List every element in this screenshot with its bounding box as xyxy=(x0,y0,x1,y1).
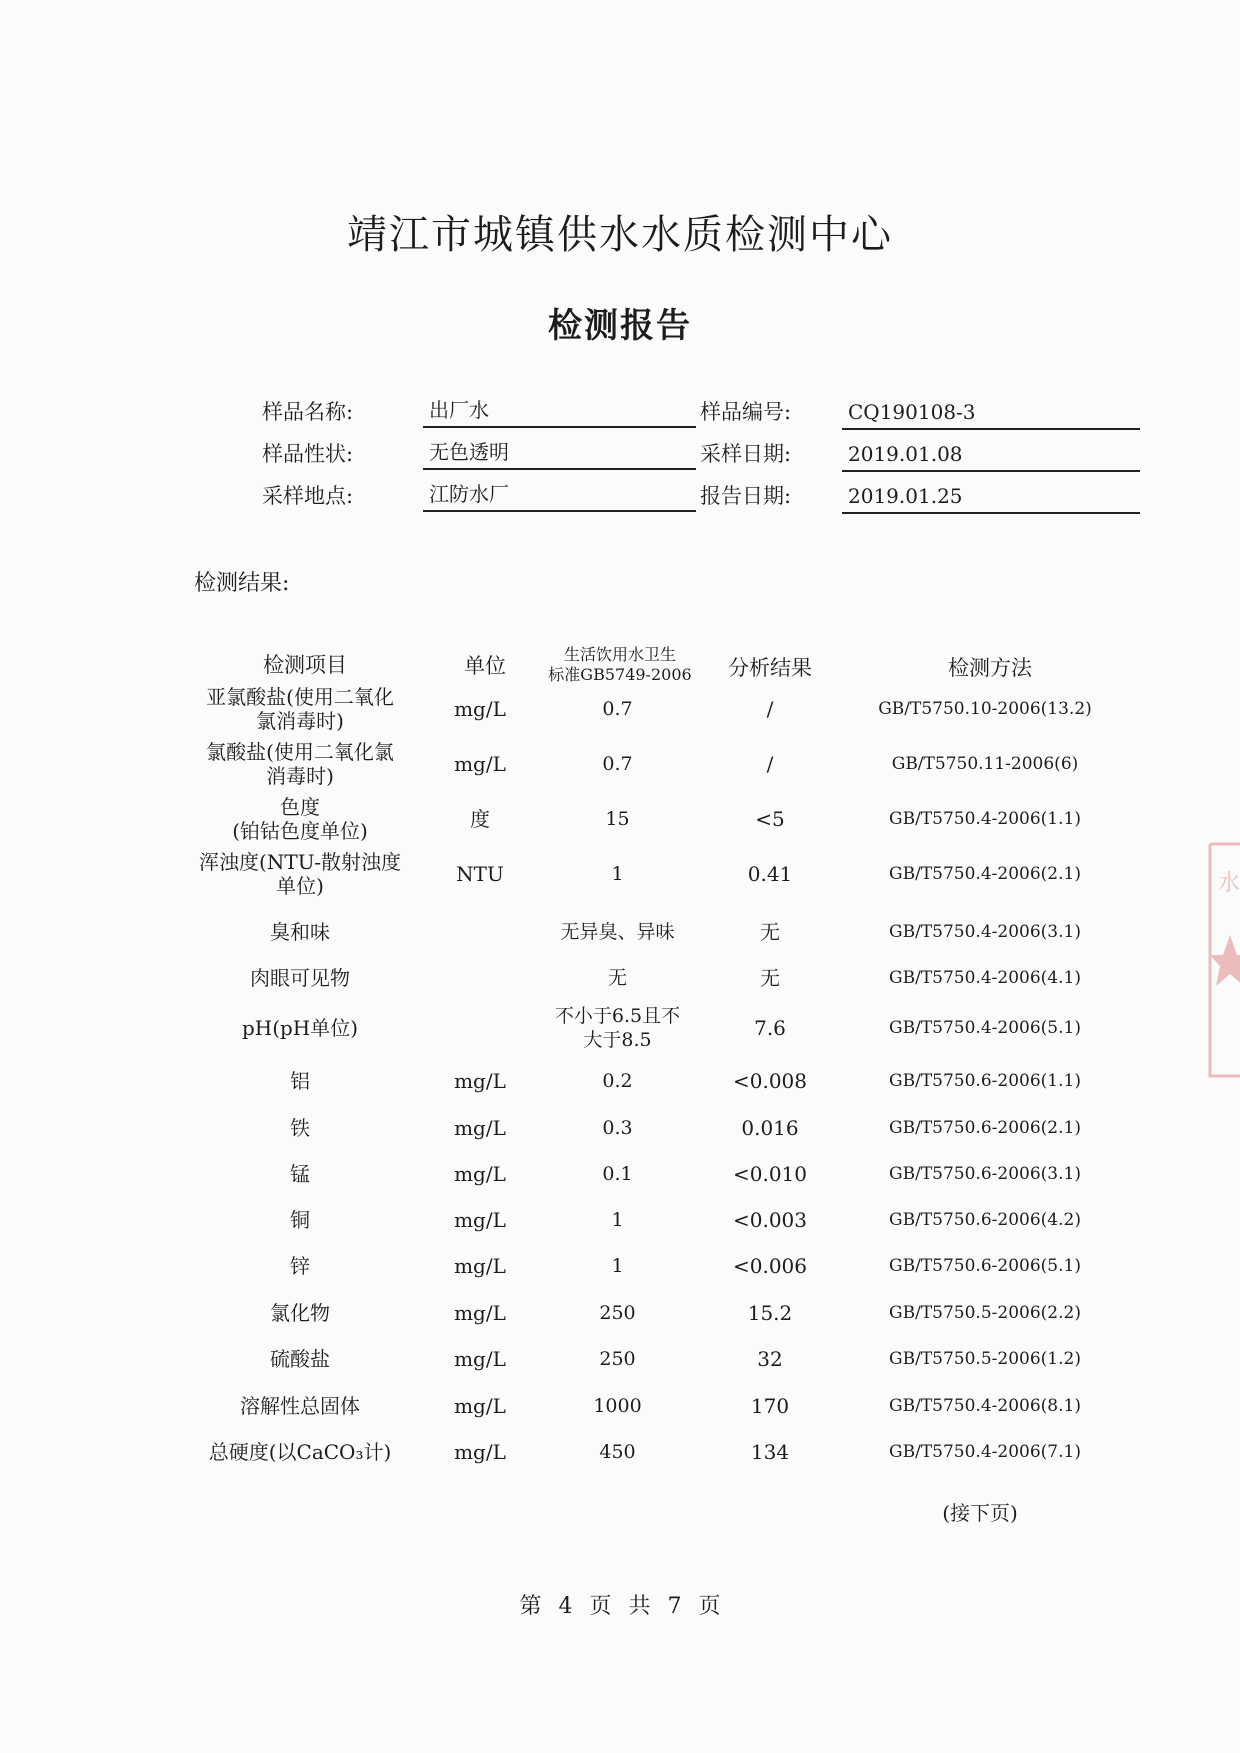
column-header-unit: 单位 xyxy=(464,654,506,678)
unit-cell: mg/L xyxy=(454,1069,506,1093)
method-cell: GB/T5750.4-2006(2.1) xyxy=(889,864,1081,884)
standard-cell xyxy=(530,1301,705,1325)
continued-note: (接下页) xyxy=(942,1501,1018,1525)
standard-cell xyxy=(530,1440,705,1464)
sample-name-value: 出厂水 xyxy=(423,396,696,428)
standard-line1: 0.7 xyxy=(602,753,633,775)
sample-name-label: 样品名称: xyxy=(262,400,354,424)
standard-cell xyxy=(530,1254,705,1278)
standard-cell xyxy=(530,1162,705,1186)
standard-cell xyxy=(530,697,705,721)
standard-cell xyxy=(530,1116,705,1140)
item-cell xyxy=(190,1347,410,1371)
item-name-line1: 浑浊度(NTU-散射浊度 xyxy=(199,850,401,874)
standard-line1: 250 xyxy=(599,1348,636,1370)
seal-stamp xyxy=(1190,840,1240,1080)
sampling-location-label: 采样地点: xyxy=(262,484,354,508)
result-cell: 134 xyxy=(750,1440,790,1464)
result-cell: 无 xyxy=(760,920,780,944)
item-name-line2: 氯消毒时) xyxy=(256,709,344,733)
result-cell: <0.010 xyxy=(732,1162,807,1186)
result-cell: 0.41 xyxy=(747,862,793,886)
method-cell: GB/T5750.4-2006(4.1) xyxy=(889,968,1081,988)
unit-cell: 度 xyxy=(470,807,490,831)
sample-property-label: 样品性状: xyxy=(262,442,354,466)
item-name-line1: 肉眼可见物 xyxy=(250,966,350,990)
method-cell: GB/T5750.4-2006(8.1) xyxy=(889,1396,1081,1416)
method-cell: GB/T5750.4-2006(7.1) xyxy=(889,1442,1081,1462)
column-header-item: 检测项目 xyxy=(263,653,347,677)
result-cell: 0.016 xyxy=(741,1116,799,1140)
result-cell: <0.006 xyxy=(732,1254,807,1278)
unit-cell: mg/L xyxy=(454,1301,506,1325)
item-name-line2: 消毒时) xyxy=(266,764,334,788)
method-cell: GB/T5750.6-2006(1.1) xyxy=(889,1071,1081,1091)
sample-number-value: CQ190108-3 xyxy=(842,398,1140,430)
result-cell: 7.6 xyxy=(754,1016,786,1040)
method-cell: GB/T5750.6-2006(5.1) xyxy=(889,1256,1081,1276)
method-cell: GB/T5750.4-2006(5.1) xyxy=(889,1018,1081,1038)
result-cell: 无 xyxy=(760,966,780,990)
standard-line1: 0.7 xyxy=(602,698,633,720)
standard-line1: 0.1 xyxy=(602,1163,633,1185)
standard-cell xyxy=(530,1394,705,1418)
standard-line1: 无异臭、异味 xyxy=(560,921,675,943)
standard-cell xyxy=(530,1208,705,1232)
sampling-date-label: 采样日期: xyxy=(700,442,792,466)
result-cell: / xyxy=(766,752,774,776)
method-cell: GB/T5750.6-2006(2.1) xyxy=(889,1118,1081,1138)
item-cell xyxy=(190,1069,410,1093)
method-cell: GB/T5750.4-2006(3.1) xyxy=(889,922,1081,942)
method-cell: GB/T5750.6-2006(3.1) xyxy=(889,1164,1081,1184)
unit-cell: mg/L xyxy=(454,1347,506,1371)
standard-cell xyxy=(530,807,705,831)
column-header-method: 检测方法 xyxy=(948,656,1032,680)
unit-cell: mg/L xyxy=(454,1394,506,1418)
method-cell: GB/T5750.10-2006(13.2) xyxy=(878,699,1092,719)
result-cell: <5 xyxy=(755,807,785,831)
standard-line1: 450 xyxy=(599,1441,636,1463)
method-cell: GB/T5750.5-2006(2.2) xyxy=(889,1303,1081,1323)
method-cell: GB/T5750.5-2006(1.2) xyxy=(889,1349,1081,1369)
result-cell: 15.2 xyxy=(747,1301,793,1325)
standard-cell xyxy=(530,966,705,990)
sampling-date-value: 2019.01.08 xyxy=(842,440,1140,472)
item-name-line2: (铂钴色度单位) xyxy=(232,819,368,843)
result-cell: <0.003 xyxy=(732,1208,807,1232)
standard-line1: 0.3 xyxy=(602,1117,633,1139)
standard-cell xyxy=(530,1069,705,1093)
standard-line1: 无 xyxy=(607,967,627,989)
results-section-title: 检测结果: xyxy=(194,571,290,596)
unit-cell: mg/L xyxy=(454,752,506,776)
unit-cell: mg/L xyxy=(454,1116,506,1140)
result-cell: / xyxy=(766,697,774,721)
item-name-line1: 亚氯酸盐(使用二氧化 xyxy=(206,685,394,709)
item-cell xyxy=(190,1208,410,1232)
item-cell xyxy=(190,1116,410,1140)
column-header-standard-line2: 标准GB5749-2006 xyxy=(548,665,692,684)
standard-cell xyxy=(530,920,705,944)
standard-line1: 15 xyxy=(605,808,630,830)
sample-property-value: 无色透明 xyxy=(423,438,696,470)
item-cell xyxy=(190,740,410,788)
column-header-standard xyxy=(530,645,710,685)
unit-cell: mg/L xyxy=(454,1208,506,1232)
result-cell: 170 xyxy=(750,1394,790,1418)
svg-text:水: 水 xyxy=(1218,871,1240,896)
item-cell xyxy=(190,850,410,898)
unit-cell: mg/L xyxy=(454,1440,506,1464)
standard-line1: 1000 xyxy=(593,1395,642,1417)
result-cell: 32 xyxy=(757,1347,783,1371)
item-cell xyxy=(190,685,410,733)
standard-line1: 1 xyxy=(611,1255,624,1277)
standard-line1: 1 xyxy=(611,1209,624,1231)
organization-title: 靖江市城镇供水水质检测中心 xyxy=(347,212,893,258)
report-title: 检测报告 xyxy=(548,306,692,346)
column-header-result: 分析结果 xyxy=(728,656,812,680)
item-cell xyxy=(190,1440,410,1464)
method-cell: GB/T5750.4-2006(1.1) xyxy=(889,809,1081,829)
unit-cell: mg/L xyxy=(454,697,506,721)
item-cell xyxy=(190,920,410,944)
report-date-label: 报告日期: xyxy=(700,484,792,508)
sample-number-label: 样品编号: xyxy=(700,400,792,424)
unit-cell: NTU xyxy=(456,862,504,886)
item-name-line1: pH(pH单位) xyxy=(241,1016,359,1040)
report-date-value: 2019.01.25 xyxy=(842,482,1140,514)
standard-cell xyxy=(530,1347,705,1371)
standard-line2: 大于8.5 xyxy=(583,1029,652,1051)
column-header-standard-line1: 生活饮用水卫生 xyxy=(563,645,676,664)
method-cell: GB/T5750.11-2006(6) xyxy=(891,754,1079,774)
method-cell: GB/T5750.6-2006(4.2) xyxy=(889,1210,1081,1230)
item-name-line1: 氯化物 xyxy=(270,1301,330,1325)
item-name-line1: 锌 xyxy=(290,1254,310,1278)
item-cell xyxy=(190,1162,410,1186)
item-cell xyxy=(190,795,410,843)
unit-cell: mg/L xyxy=(454,1254,506,1278)
standard-cell xyxy=(530,862,705,886)
standard-line1: 250 xyxy=(599,1302,636,1324)
result-cell: <0.008 xyxy=(732,1069,807,1093)
item-cell xyxy=(190,1301,410,1325)
standard-line1: 不小于6.5且不 xyxy=(554,1005,681,1027)
standard-line1: 1 xyxy=(611,863,624,885)
item-cell xyxy=(190,1254,410,1278)
item-name-line1: 锰 xyxy=(290,1162,310,1186)
standard-cell xyxy=(530,1004,705,1052)
item-cell xyxy=(190,1394,410,1418)
item-cell xyxy=(190,966,410,990)
item-name-line1: 臭和味 xyxy=(270,920,330,944)
item-name-line1: 氯酸盐(使用二氧化氯 xyxy=(206,740,394,764)
item-name-line2: 单位) xyxy=(276,874,324,898)
item-name-line1: 硫酸盐 xyxy=(270,1347,330,1371)
item-name-line1: 铁 xyxy=(290,1116,310,1140)
sampling-location-value: 江防水厂 xyxy=(423,480,696,512)
item-name-line1: 铝 xyxy=(290,1069,310,1093)
page-number: 第 4 页 共 7 页 xyxy=(519,1594,721,1619)
standard-cell xyxy=(530,752,705,776)
item-name-line1: 色度 xyxy=(280,795,320,819)
item-name-line1: 溶解性总固体 xyxy=(240,1394,360,1418)
item-name-line1: 总硬度(以CaCO₃计) xyxy=(208,1440,392,1464)
standard-line1: 0.2 xyxy=(602,1070,633,1092)
unit-cell: mg/L xyxy=(454,1162,506,1186)
item-cell xyxy=(190,1016,410,1040)
item-name-line1: 铜 xyxy=(290,1208,310,1232)
